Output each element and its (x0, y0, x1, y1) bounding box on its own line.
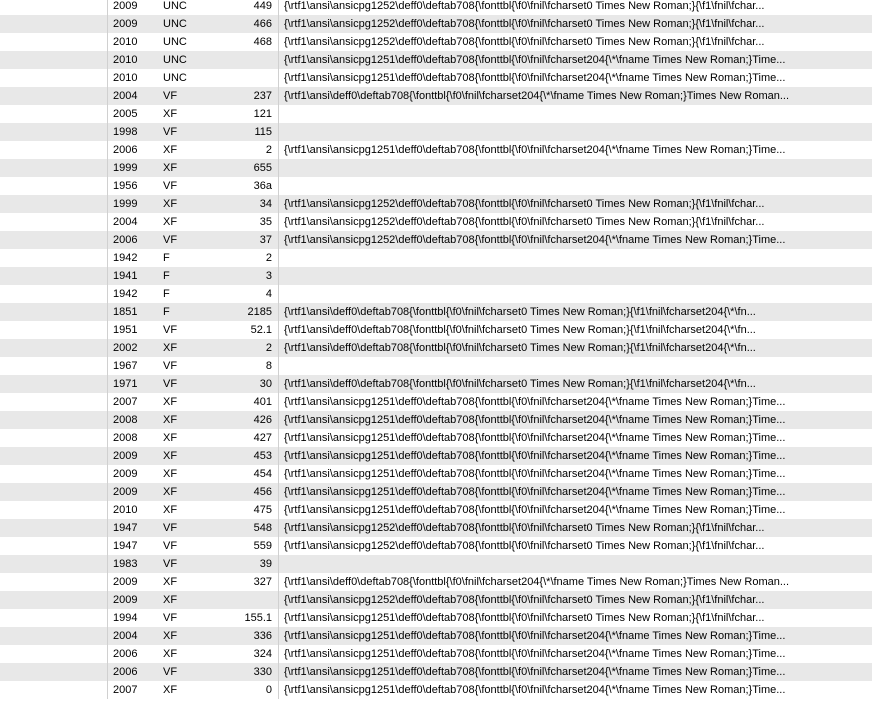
year-cell[interactable]: 2005 (113, 108, 138, 120)
column-separator (278, 267, 279, 285)
table-row[interactable] (0, 339, 872, 357)
year-cell[interactable]: 2006 (113, 144, 138, 156)
year-cell[interactable]: 2008 (113, 414, 138, 426)
number-cell[interactable]: 34 (259, 198, 272, 210)
column-separator (107, 447, 108, 465)
rtf-text-cell[interactable] (284, 285, 872, 303)
table-row[interactable] (0, 573, 872, 591)
rtf-text-cell[interactable]: {\rtf1\ansi\ansicpg1251\deff0\deftab708{\fonttbl{\f0\fnil\fcharset204{\*\fname Times New Roman;}Time... (284, 684, 786, 696)
table-row[interactable] (0, 447, 872, 465)
rtf-text-cell[interactable]: {\rtf1\ansi\ansicpg1251\deff0\deftab708{\fonttbl{\f0\fnil\fcharset204{\*\fname Times New Roman;}Time... (284, 504, 786, 516)
column-separator (278, 159, 279, 177)
type-cell[interactable]: UNC (163, 36, 187, 48)
year-cell[interactable]: 1983 (113, 558, 138, 570)
table-row[interactable] (0, 357, 872, 375)
year-cell[interactable]: 1956 (113, 180, 138, 192)
number-cell[interactable]: 52.1 (250, 324, 272, 336)
table-row[interactable] (0, 303, 872, 321)
table-row[interactable] (0, 591, 872, 609)
table-row[interactable] (0, 141, 872, 159)
column-separator (107, 375, 108, 393)
column-separator (278, 33, 279, 51)
year-cell[interactable]: 1942 (113, 252, 138, 264)
table-row[interactable] (0, 15, 872, 33)
column-separator (278, 537, 279, 555)
type-cell[interactable]: XF (163, 198, 178, 210)
column-separator (278, 555, 279, 573)
type-cell[interactable]: XF (163, 450, 178, 462)
column-separator (107, 105, 108, 123)
column-separator (278, 483, 279, 501)
column-separator (278, 69, 279, 87)
type-cell[interactable]: VF (163, 540, 178, 552)
rtf-text-cell[interactable] (284, 105, 872, 123)
number-cell[interactable]: 327 (253, 576, 272, 588)
number-cell[interactable]: 456 (253, 486, 272, 498)
type-cell[interactable]: XF (163, 468, 178, 480)
type-cell[interactable]: VF (163, 126, 178, 138)
column-separator (107, 681, 108, 699)
rtf-text-cell[interactable]: {\rtf1\ansi\deff0\deftab708{\fonttbl{\f0\fnil\fcharset204{\*\fname Times New Roman;}Times New Roman... (284, 90, 790, 102)
column-separator (107, 321, 108, 339)
rtf-text-cell[interactable]: {\rtf1\ansi\ansicpg1251\deff0\deftab708{\fonttbl{\f0\fnil\fcharset204{\*\fname Times New Roman;}Time... (284, 468, 786, 480)
table-row[interactable] (0, 249, 872, 267)
year-cell[interactable]: 2007 (113, 396, 138, 408)
number-cell[interactable]: 30 (259, 378, 272, 390)
column-separator (278, 213, 279, 231)
type-cell[interactable]: XF (163, 432, 178, 444)
column-separator (278, 249, 279, 267)
column-separator (107, 519, 108, 537)
column-separator (278, 285, 279, 303)
column-separator (278, 87, 279, 105)
column-separator (278, 411, 279, 429)
table-row[interactable] (0, 645, 872, 663)
rtf-text-cell[interactable] (284, 555, 872, 573)
number-cell[interactable]: 121 (253, 108, 272, 120)
column-separator (107, 573, 108, 591)
number-cell[interactable]: 36a (253, 180, 272, 192)
number-cell[interactable]: 330 (253, 666, 272, 678)
number-cell[interactable]: 426 (253, 414, 272, 426)
column-separator (278, 591, 279, 609)
year-cell[interactable]: 1947 (113, 522, 138, 534)
column-separator (278, 177, 279, 195)
table-row[interactable] (0, 663, 872, 681)
type-cell[interactable]: VF (163, 378, 178, 390)
table-row[interactable] (0, 69, 872, 87)
table-row[interactable] (0, 159, 872, 177)
column-separator (278, 195, 279, 213)
column-separator (278, 501, 279, 519)
year-cell[interactable]: 2009 (113, 18, 138, 30)
type-cell[interactable]: XF (163, 162, 178, 174)
column-separator (278, 573, 279, 591)
column-separator (107, 393, 108, 411)
year-cell[interactable]: 2006 (113, 648, 138, 660)
type-cell[interactable]: F (163, 270, 170, 282)
table-row[interactable] (0, 483, 872, 501)
rtf-text-cell[interactable]: {\rtf1\ansi\ansicpg1251\deff0\deftab708{\fonttbl{\f0\fnil\fcharset204{\*\fname Times New Roman;}Time... (284, 648, 786, 660)
type-cell[interactable]: XF (163, 486, 178, 498)
column-separator (107, 0, 108, 15)
rtf-text-cell[interactable]: {\rtf1\ansi\ansicpg1251\deff0\deftab708{\fonttbl{\f0\fnil\fcharset204{\*\fname Times New Roman;}Time... (284, 54, 786, 66)
rtf-text-cell[interactable] (284, 159, 872, 177)
year-cell[interactable]: 1941 (113, 270, 138, 282)
number-cell[interactable]: 2 (265, 252, 272, 264)
rtf-text-cell[interactable]: {\rtf1\ansi\ansicpg1252\deff0\deftab708{\fonttbl{\f0\fnil\fcharset0 Times New Roman;}{\f1\fnil\fchar... (284, 18, 765, 30)
table-row[interactable] (0, 519, 872, 537)
year-cell[interactable]: 2010 (113, 72, 138, 84)
type-cell[interactable]: VF (163, 90, 178, 102)
number-cell[interactable]: 2185 (247, 306, 272, 318)
table-row[interactable] (0, 393, 872, 411)
table-row[interactable] (0, 681, 872, 699)
number-cell[interactable]: 155.1 (244, 612, 272, 624)
column-separator (107, 483, 108, 501)
rtf-text-cell[interactable] (284, 249, 872, 267)
column-separator (278, 393, 279, 411)
table-row[interactable] (0, 429, 872, 447)
column-separator (107, 87, 108, 105)
type-cell[interactable]: VF (163, 558, 178, 570)
type-cell[interactable]: XF (163, 630, 178, 642)
column-separator (278, 51, 279, 69)
table-row[interactable] (0, 87, 872, 105)
rtf-text-cell[interactable]: {\rtf1\ansi\ansicpg1251\deff0\deftab708{\fonttbl{\f0\fnil\fcharset204{\*\fname Times New Roman;}Time... (284, 144, 786, 156)
rtf-text-cell[interactable]: {\rtf1\ansi\ansicpg1252\deff0\deftab708{\fonttbl{\f0\fnil\fcharset0 Times New Roman;}{\f1\fnil\fchar... (284, 540, 765, 552)
column-separator (278, 123, 279, 141)
column-separator (278, 375, 279, 393)
rtf-text-cell[interactable]: {\rtf1\ansi\deff0\deftab708{\fonttbl{\f0\fnil\fcharset0 Times New Roman;}{\f1\fnil\fcharset204{\*\fn... (284, 324, 756, 336)
column-separator (278, 627, 279, 645)
number-cell[interactable]: 336 (253, 630, 272, 642)
column-separator (107, 213, 108, 231)
year-cell[interactable]: 1851 (113, 306, 138, 318)
number-cell[interactable]: 454 (253, 468, 272, 480)
rtf-text-cell[interactable]: {\rtf1\ansi\ansicpg1252\deff0\deftab708{\fonttbl{\f0\fnil\fcharset0 Times New Roman;}{\f1\fnil\fchar... (284, 594, 765, 606)
column-separator (107, 627, 108, 645)
column-separator (107, 249, 108, 267)
number-cell[interactable]: 655 (253, 162, 272, 174)
number-cell[interactable] (210, 591, 272, 609)
year-cell[interactable]: 1947 (113, 540, 138, 552)
column-separator (107, 465, 108, 483)
rtf-text-cell[interactable] (284, 177, 872, 195)
year-cell[interactable]: 2010 (113, 504, 138, 516)
column-separator (107, 537, 108, 555)
column-separator (107, 285, 108, 303)
number-cell[interactable]: 35 (259, 216, 272, 228)
number-cell[interactable]: 468 (253, 36, 272, 48)
type-cell[interactable]: VF (163, 234, 178, 246)
column-separator (107, 555, 108, 573)
table-row[interactable] (0, 177, 872, 195)
table-row[interactable] (0, 537, 872, 555)
year-cell[interactable]: 2002 (113, 342, 138, 354)
year-cell[interactable]: 2009 (113, 594, 138, 606)
year-cell[interactable]: 2006 (113, 666, 138, 678)
number-cell[interactable]: 4 (265, 288, 272, 300)
year-cell[interactable]: 2009 (113, 450, 138, 462)
year-cell[interactable]: 2007 (113, 684, 138, 696)
type-cell[interactable]: XF (163, 396, 178, 408)
column-separator (107, 69, 108, 87)
column-separator (107, 195, 108, 213)
type-cell[interactable]: XF (163, 108, 178, 120)
table-row[interactable] (0, 123, 872, 141)
column-separator (278, 15, 279, 33)
year-cell[interactable]: 2010 (113, 54, 138, 66)
column-separator (107, 51, 108, 69)
column-separator (278, 465, 279, 483)
year-cell[interactable]: 2009 (113, 0, 138, 12)
table-row[interactable] (0, 609, 872, 627)
rtf-text-cell[interactable]: {\rtf1\ansi\ansicpg1251\deff0\deftab708{\fonttbl{\f0\fnil\fcharset204{\*\fname Times New Roman;}Time... (284, 414, 786, 426)
rtf-text-cell[interactable] (284, 357, 872, 375)
table-row[interactable] (0, 375, 872, 393)
table-row[interactable] (0, 555, 872, 573)
year-cell[interactable]: 1999 (113, 198, 138, 210)
column-separator (107, 141, 108, 159)
column-separator (278, 321, 279, 339)
number-cell[interactable]: 427 (253, 432, 272, 444)
number-cell[interactable]: 39 (259, 558, 272, 570)
year-cell[interactable]: 2009 (113, 576, 138, 588)
table-row[interactable] (0, 501, 872, 519)
table-row[interactable] (0, 195, 872, 213)
year-cell[interactable]: 2004 (113, 90, 138, 102)
number-cell[interactable]: 115 (254, 126, 272, 138)
number-cell[interactable]: 324 (253, 648, 272, 660)
type-cell[interactable]: VF (163, 324, 178, 336)
type-cell[interactable]: F (163, 306, 170, 318)
type-cell[interactable]: XF (163, 414, 178, 426)
year-cell[interactable]: 2009 (113, 486, 138, 498)
table-row[interactable] (0, 267, 872, 285)
column-separator (107, 339, 108, 357)
column-separator (107, 33, 108, 51)
rtf-text-cell[interactable]: {\rtf1\ansi\ansicpg1251\deff0\deftab708{\fonttbl{\f0\fnil\fcharset204{\*\fname Times New Roman;}Time... (284, 396, 786, 408)
column-separator (278, 663, 279, 681)
number-cell[interactable]: 3 (265, 270, 272, 282)
type-cell[interactable]: XF (163, 648, 178, 660)
number-cell[interactable] (210, 51, 272, 69)
type-cell[interactable]: UNC (163, 0, 187, 12)
number-cell[interactable]: 2 (265, 144, 272, 156)
type-cell[interactable]: XF (163, 594, 178, 606)
column-separator (107, 177, 108, 195)
number-cell[interactable]: 453 (253, 450, 272, 462)
column-separator (107, 663, 108, 681)
rtf-text-cell[interactable]: {\rtf1\ansi\ansicpg1251\deff0\deftab708{\fonttbl{\f0\fnil\fcharset204{\*\fname Times New Roman;}Time... (284, 432, 786, 444)
column-separator (278, 681, 279, 699)
column-separator (107, 501, 108, 519)
year-cell[interactable]: 1971 (113, 378, 138, 390)
year-cell[interactable]: 2004 (113, 630, 138, 642)
table-row[interactable] (0, 627, 872, 645)
number-cell[interactable]: 0 (265, 684, 272, 696)
column-separator (278, 609, 279, 627)
type-cell[interactable]: VF (163, 666, 178, 678)
type-cell[interactable]: VF (163, 360, 178, 372)
column-separator (107, 15, 108, 33)
rtf-text-cell[interactable]: {\rtf1\ansi\ansicpg1252\deff0\deftab708{\fonttbl{\f0\fnil\fcharset0 Times New Roman;}{\f1\fnil\fchar... (284, 0, 765, 12)
type-cell[interactable]: VF (163, 180, 178, 192)
table-row[interactable] (0, 411, 872, 429)
column-separator (278, 231, 279, 249)
rtf-text-cell[interactable] (284, 267, 872, 285)
rtf-text-cell[interactable]: {\rtf1\ansi\ansicpg1252\deff0\deftab708{\fonttbl{\f0\fnil\fcharset204{\*\fname Times New Roman;}Time... (284, 234, 786, 246)
column-separator (278, 141, 279, 159)
table-row[interactable] (0, 231, 872, 249)
table-row[interactable] (0, 0, 872, 15)
year-cell[interactable]: 1967 (113, 360, 138, 372)
column-separator (107, 357, 108, 375)
column-separator (278, 519, 279, 537)
type-cell[interactable]: XF (163, 504, 178, 516)
type-cell[interactable]: F (163, 288, 170, 300)
column-separator (107, 429, 108, 447)
number-cell[interactable] (210, 69, 272, 87)
rtf-text-cell[interactable]: {\rtf1\ansi\ansicpg1251\deff0\deftab708{\fonttbl{\f0\fnil\fcharset204{\*\fname Times New Roman;}Time... (284, 450, 786, 462)
number-cell[interactable]: 475 (253, 504, 272, 516)
type-cell[interactable]: XF (163, 342, 178, 354)
year-cell[interactable]: 2006 (113, 234, 138, 246)
rtf-text-cell[interactable]: {\rtf1\ansi\deff0\deftab708{\fonttbl{\f0\fnil\fcharset0 Times New Roman;}{\f1\fnil\fcharset204{\*\fn... (284, 342, 756, 354)
column-separator (278, 447, 279, 465)
column-separator (107, 159, 108, 177)
column-separator (107, 303, 108, 321)
column-separator (278, 357, 279, 375)
type-cell[interactable]: XF (163, 144, 178, 156)
number-cell[interactable]: 449 (253, 0, 272, 12)
rtf-text-cell[interactable]: {\rtf1\ansi\deff0\deftab708{\fonttbl{\f0\fnil\fcharset0 Times New Roman;}{\f1\fnil\fcharset204{\*\fn... (284, 306, 756, 318)
table-row[interactable] (0, 285, 872, 303)
table-row[interactable] (0, 465, 872, 483)
table-row[interactable] (0, 105, 872, 123)
number-cell[interactable]: 8 (265, 360, 272, 372)
year-cell[interactable]: 2004 (113, 216, 138, 228)
number-cell[interactable]: 559 (253, 540, 272, 552)
year-cell[interactable]: 1951 (113, 324, 138, 336)
column-separator (107, 267, 108, 285)
rtf-text-cell[interactable] (284, 123, 872, 141)
type-cell[interactable]: XF (163, 576, 178, 588)
column-separator (278, 645, 279, 663)
rtf-text-cell[interactable]: {\rtf1\ansi\ansicpg1252\deff0\deftab708{\fonttbl{\f0\fnil\fcharset0 Times New Roman;}{\f1\fnil\fchar... (284, 522, 765, 534)
rtf-text-cell[interactable]: {\rtf1\ansi\ansicpg1251\deff0\deftab708{\fonttbl{\f0\fnil\fcharset204{\*\fname Times New Roman;}Time... (284, 630, 786, 642)
type-cell[interactable]: VF (163, 522, 178, 534)
rtf-text-cell[interactable]: {\rtf1\ansi\ansicpg1252\deff0\deftab708{\fonttbl{\f0\fnil\fcharset0 Times New Roman;}{\f1\fnil\fchar... (284, 36, 765, 48)
year-cell[interactable]: 2010 (113, 36, 138, 48)
rtf-text-cell[interactable]: {\rtf1\ansi\ansicpg1251\deff0\deftab708{\fonttbl{\f0\fnil\fcharset0 Times New Roman;}{\f1\fnil\fchar... (284, 612, 765, 624)
column-separator (107, 411, 108, 429)
type-cell[interactable]: XF (163, 684, 178, 696)
year-cell[interactable]: 1999 (113, 162, 138, 174)
table-row[interactable] (0, 213, 872, 231)
column-separator (278, 105, 279, 123)
table-row[interactable] (0, 51, 872, 69)
column-separator (107, 645, 108, 663)
number-cell[interactable]: 466 (253, 18, 272, 30)
column-separator (107, 123, 108, 141)
number-cell[interactable]: 237 (253, 90, 272, 102)
rtf-text-cell[interactable]: {\rtf1\ansi\ansicpg1251\deff0\deftab708{\fonttbl{\f0\fnil\fcharset204{\*\fname Times New Roman;}Time... (284, 486, 786, 498)
type-cell[interactable]: XF (163, 216, 178, 228)
column-separator (278, 303, 279, 321)
column-separator (107, 231, 108, 249)
year-cell[interactable]: 2009 (113, 468, 138, 480)
number-cell[interactable]: 548 (253, 522, 272, 534)
type-cell[interactable]: UNC (163, 18, 187, 30)
rtf-text-cell[interactable]: {\rtf1\ansi\ansicpg1252\deff0\deftab708{\fonttbl{\f0\fnil\fcharset0 Times New Roman;}{\f1\fnil\fchar... (284, 216, 765, 228)
year-cell[interactable]: 2008 (113, 432, 138, 444)
column-separator (278, 0, 279, 15)
type-cell[interactable]: F (163, 252, 170, 264)
type-cell[interactable]: VF (163, 612, 178, 624)
rtf-text-cell[interactable]: {\rtf1\ansi\ansicpg1251\deff0\deftab708{\fonttbl{\f0\fnil\fcharset204{\*\fname Times New Roman;}Time... (284, 72, 786, 84)
rtf-text-cell[interactable]: {\rtf1\ansi\ansicpg1252\deff0\deftab708{\fonttbl{\f0\fnil\fcharset0 Times New Roman;}{\f1\fnil\fchar... (284, 198, 765, 210)
rtf-text-cell[interactable]: {\rtf1\ansi\deff0\deftab708{\fonttbl{\f0\fnil\fcharset0 Times New Roman;}{\f1\fnil\fcharset204{\*\fn... (284, 378, 756, 390)
year-cell[interactable]: 1994 (113, 612, 138, 624)
number-cell[interactable]: 401 (253, 396, 272, 408)
rtf-text-cell[interactable]: {\rtf1\ansi\deff0\deftab708{\fonttbl{\f0\fnil\fcharset204{\*\fname Times New Roman;}Times New Roman... (284, 576, 790, 588)
year-cell[interactable]: 1998 (113, 126, 138, 138)
column-separator (107, 609, 108, 627)
number-cell[interactable]: 37 (259, 234, 272, 246)
column-separator (278, 429, 279, 447)
number-cell[interactable]: 2 (265, 342, 272, 354)
table-row[interactable] (0, 321, 872, 339)
column-separator (107, 591, 108, 609)
column-separator (278, 339, 279, 357)
rtf-text-cell[interactable]: {\rtf1\ansi\ansicpg1251\deff0\deftab708{\fonttbl{\f0\fnil\fcharset204{\*\fname Times New Roman;}Time... (284, 666, 786, 678)
type-cell[interactable]: UNC (163, 72, 187, 84)
year-cell[interactable]: 1942 (113, 288, 138, 300)
type-cell[interactable]: UNC (163, 54, 187, 66)
table-row[interactable] (0, 33, 872, 51)
